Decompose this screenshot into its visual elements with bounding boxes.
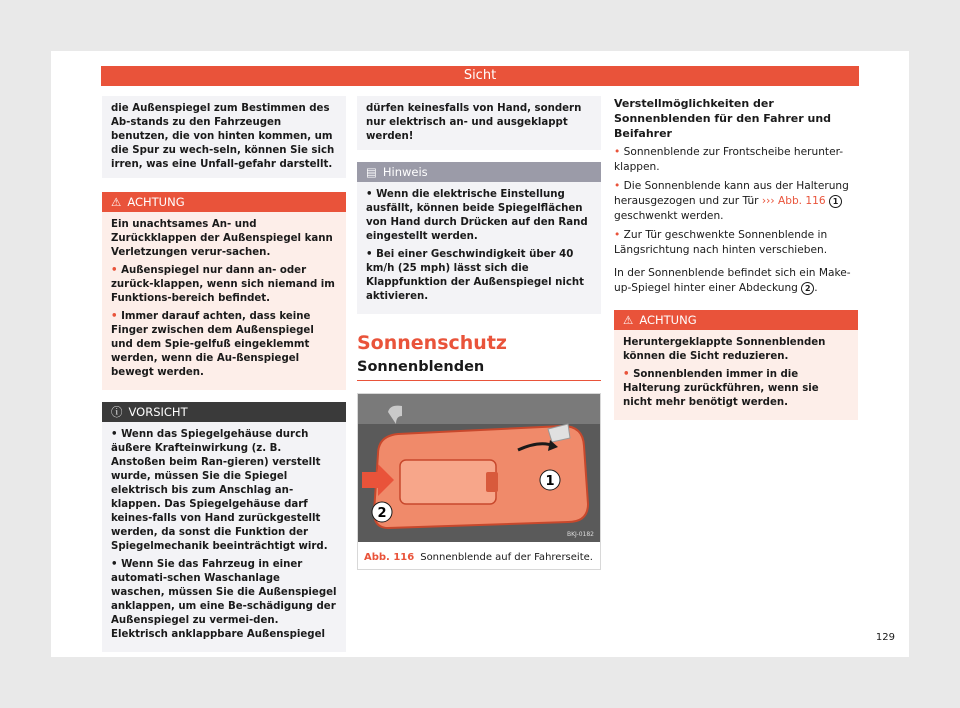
intro-text: die Außenspiegel zum Bestimmen des Ab-stands zu den Fahrzeugen benutzen, die von hinten kommen, um die Spur zu wech-seln, können Sie sich irren, was eine Unfall-gefahr darstellt. bbox=[111, 103, 335, 170]
bullet-icon: • bbox=[366, 189, 377, 200]
figure-116 bbox=[357, 393, 601, 570]
note-label: Hinweis bbox=[382, 165, 428, 179]
warning-lead: Ein unachtsames An- und Zurückklappen der Außenspiegel kann Verletzungen verur-sachen. bbox=[111, 219, 333, 258]
bullet-icon: • bbox=[614, 146, 624, 158]
warning-box-2 bbox=[614, 310, 858, 420]
figure-caption bbox=[358, 547, 600, 569]
warning-label: ACHTUNG bbox=[127, 195, 185, 209]
section-title: Sonnenschutz bbox=[357, 332, 507, 354]
chapter-header: Sicht bbox=[101, 66, 859, 86]
caution-box bbox=[102, 402, 346, 652]
info-circle-icon: ⓘ bbox=[111, 405, 123, 419]
warning-triangle-icon: ⚠ bbox=[111, 195, 122, 209]
figure-label: Abb. 116 bbox=[364, 552, 415, 563]
caution-continued: dürfen keinesfalls von Hand, sondern nur elektrisch an- und ausgeklappt werden! bbox=[357, 96, 601, 150]
figure-code: BKJ-0182 bbox=[566, 531, 594, 538]
warning-lead: Heruntergeklappte Sonnenblenden können die Sicht reduzieren. bbox=[623, 337, 826, 362]
paragraph: In der Sonnenblende befindet sich ein Make-up-Spiegel hinter einer Abdeckung 2 . bbox=[614, 267, 851, 294]
caution-caption bbox=[102, 402, 346, 422]
list-item: • Die Sonnenblende kann aus der Halterung herausgezogen und zur Tür ››› Abb. 116 1 geschwenkt werden. bbox=[614, 180, 849, 222]
manual-page bbox=[51, 51, 909, 657]
list-item: • Wenn das Spiegelgehäuse durch äußere Krafteinwirkung (z. B. Anstoßen beim Ran-gieren) verstellt wurde, müssen Sie die Spiegel elektrisch bis zum Anschlag an-klappen. Das Spiegelgehäuse darf keines-falls von Hand zurückgestellt werden, da sonst die Funktion der Spiegelmechanik beeinträchtigt wird. bbox=[111, 429, 328, 552]
warning-triangle-icon: ⚠ bbox=[623, 313, 634, 327]
sun-visor-illustration bbox=[358, 394, 600, 542]
note-caption bbox=[357, 162, 601, 182]
list-item: • Wenn die elektrische Einstellung ausfällt, können beide Spiegelflächen von Hand durch Drücken auf den Rand eingestellt werden. bbox=[366, 189, 588, 242]
figure-link[interactable]: ››› Abb. 116 bbox=[761, 195, 826, 207]
figure-callout-1: 1 bbox=[545, 474, 555, 489]
bullet-icon: • bbox=[111, 311, 122, 322]
figure-caption-text: Sonnenblende auf der Fahrerseite. bbox=[420, 552, 593, 563]
note-box bbox=[357, 162, 601, 314]
warning-box bbox=[102, 192, 346, 390]
column-2 bbox=[357, 96, 601, 570]
intro-box bbox=[102, 96, 346, 178]
bullet-icon: • bbox=[623, 369, 634, 380]
bullet-icon: • bbox=[614, 180, 624, 192]
callout-2-ref: 2 bbox=[801, 282, 814, 295]
list-item: • Zur Tür geschwenkte Sonnenblende in Längsrichtung nach hinten verschieben. bbox=[614, 229, 828, 256]
list-item: • Sonnenblende zur Frontscheibe herunter-klappen. bbox=[614, 146, 844, 173]
list-item: • Sonnenblenden immer in die Halterung zurückführen, wenn sie nicht mehr benötigt werden. bbox=[623, 369, 819, 408]
caution-label: VORSICHT bbox=[128, 405, 188, 419]
warning-caption bbox=[614, 310, 858, 330]
callout-1-ref: 1 bbox=[829, 195, 842, 208]
bullet-icon: • bbox=[111, 265, 122, 276]
bullet-icon: • bbox=[366, 249, 377, 260]
bullet-icon: • bbox=[111, 429, 122, 440]
warning-label: ACHTUNG bbox=[639, 313, 697, 327]
adjustment-heading: Verstellmöglichkeiten der Sonnenblenden für den Fahrer und Beifahrer bbox=[614, 97, 832, 140]
page-number: 129 bbox=[875, 632, 895, 643]
column-1 bbox=[102, 96, 346, 652]
column-3 bbox=[614, 96, 858, 420]
note-icon: ▤ bbox=[366, 165, 377, 179]
subsection-title: Sonnenblenden bbox=[357, 360, 601, 381]
list-item: • Immer darauf achten, dass keine Finger zwischen dem Außenspiegel und dem Spie-gelfuß eingeklemmt werden, wenn die Au-ßenspiegel bewegt werden. bbox=[111, 311, 314, 378]
warning-caption bbox=[102, 192, 346, 212]
list-item: • Bei einer Geschwindigkeit über 40 km/h (25 mph) lässt sich die Klappfunktion der Außenspiegel nicht aktivieren. bbox=[366, 249, 585, 302]
list-item: • Wenn Sie das Fahrzeug in einer automati-schen Waschanlage waschen, müssen Sie die Außenspiegel anklappen, um eine Be-schädigung der Außenspiegel zu vermei-den. Elektrisch anklappbare Außenspiegel bbox=[111, 559, 337, 640]
bullet-icon: • bbox=[614, 229, 624, 241]
figure-callout-2: 2 bbox=[377, 506, 387, 521]
bullet-icon: • bbox=[111, 559, 122, 570]
list-item: • Außenspiegel nur dann an- oder zurück-klappen, wenn sich niemand im Funktions-bereich befindet. bbox=[111, 265, 335, 304]
